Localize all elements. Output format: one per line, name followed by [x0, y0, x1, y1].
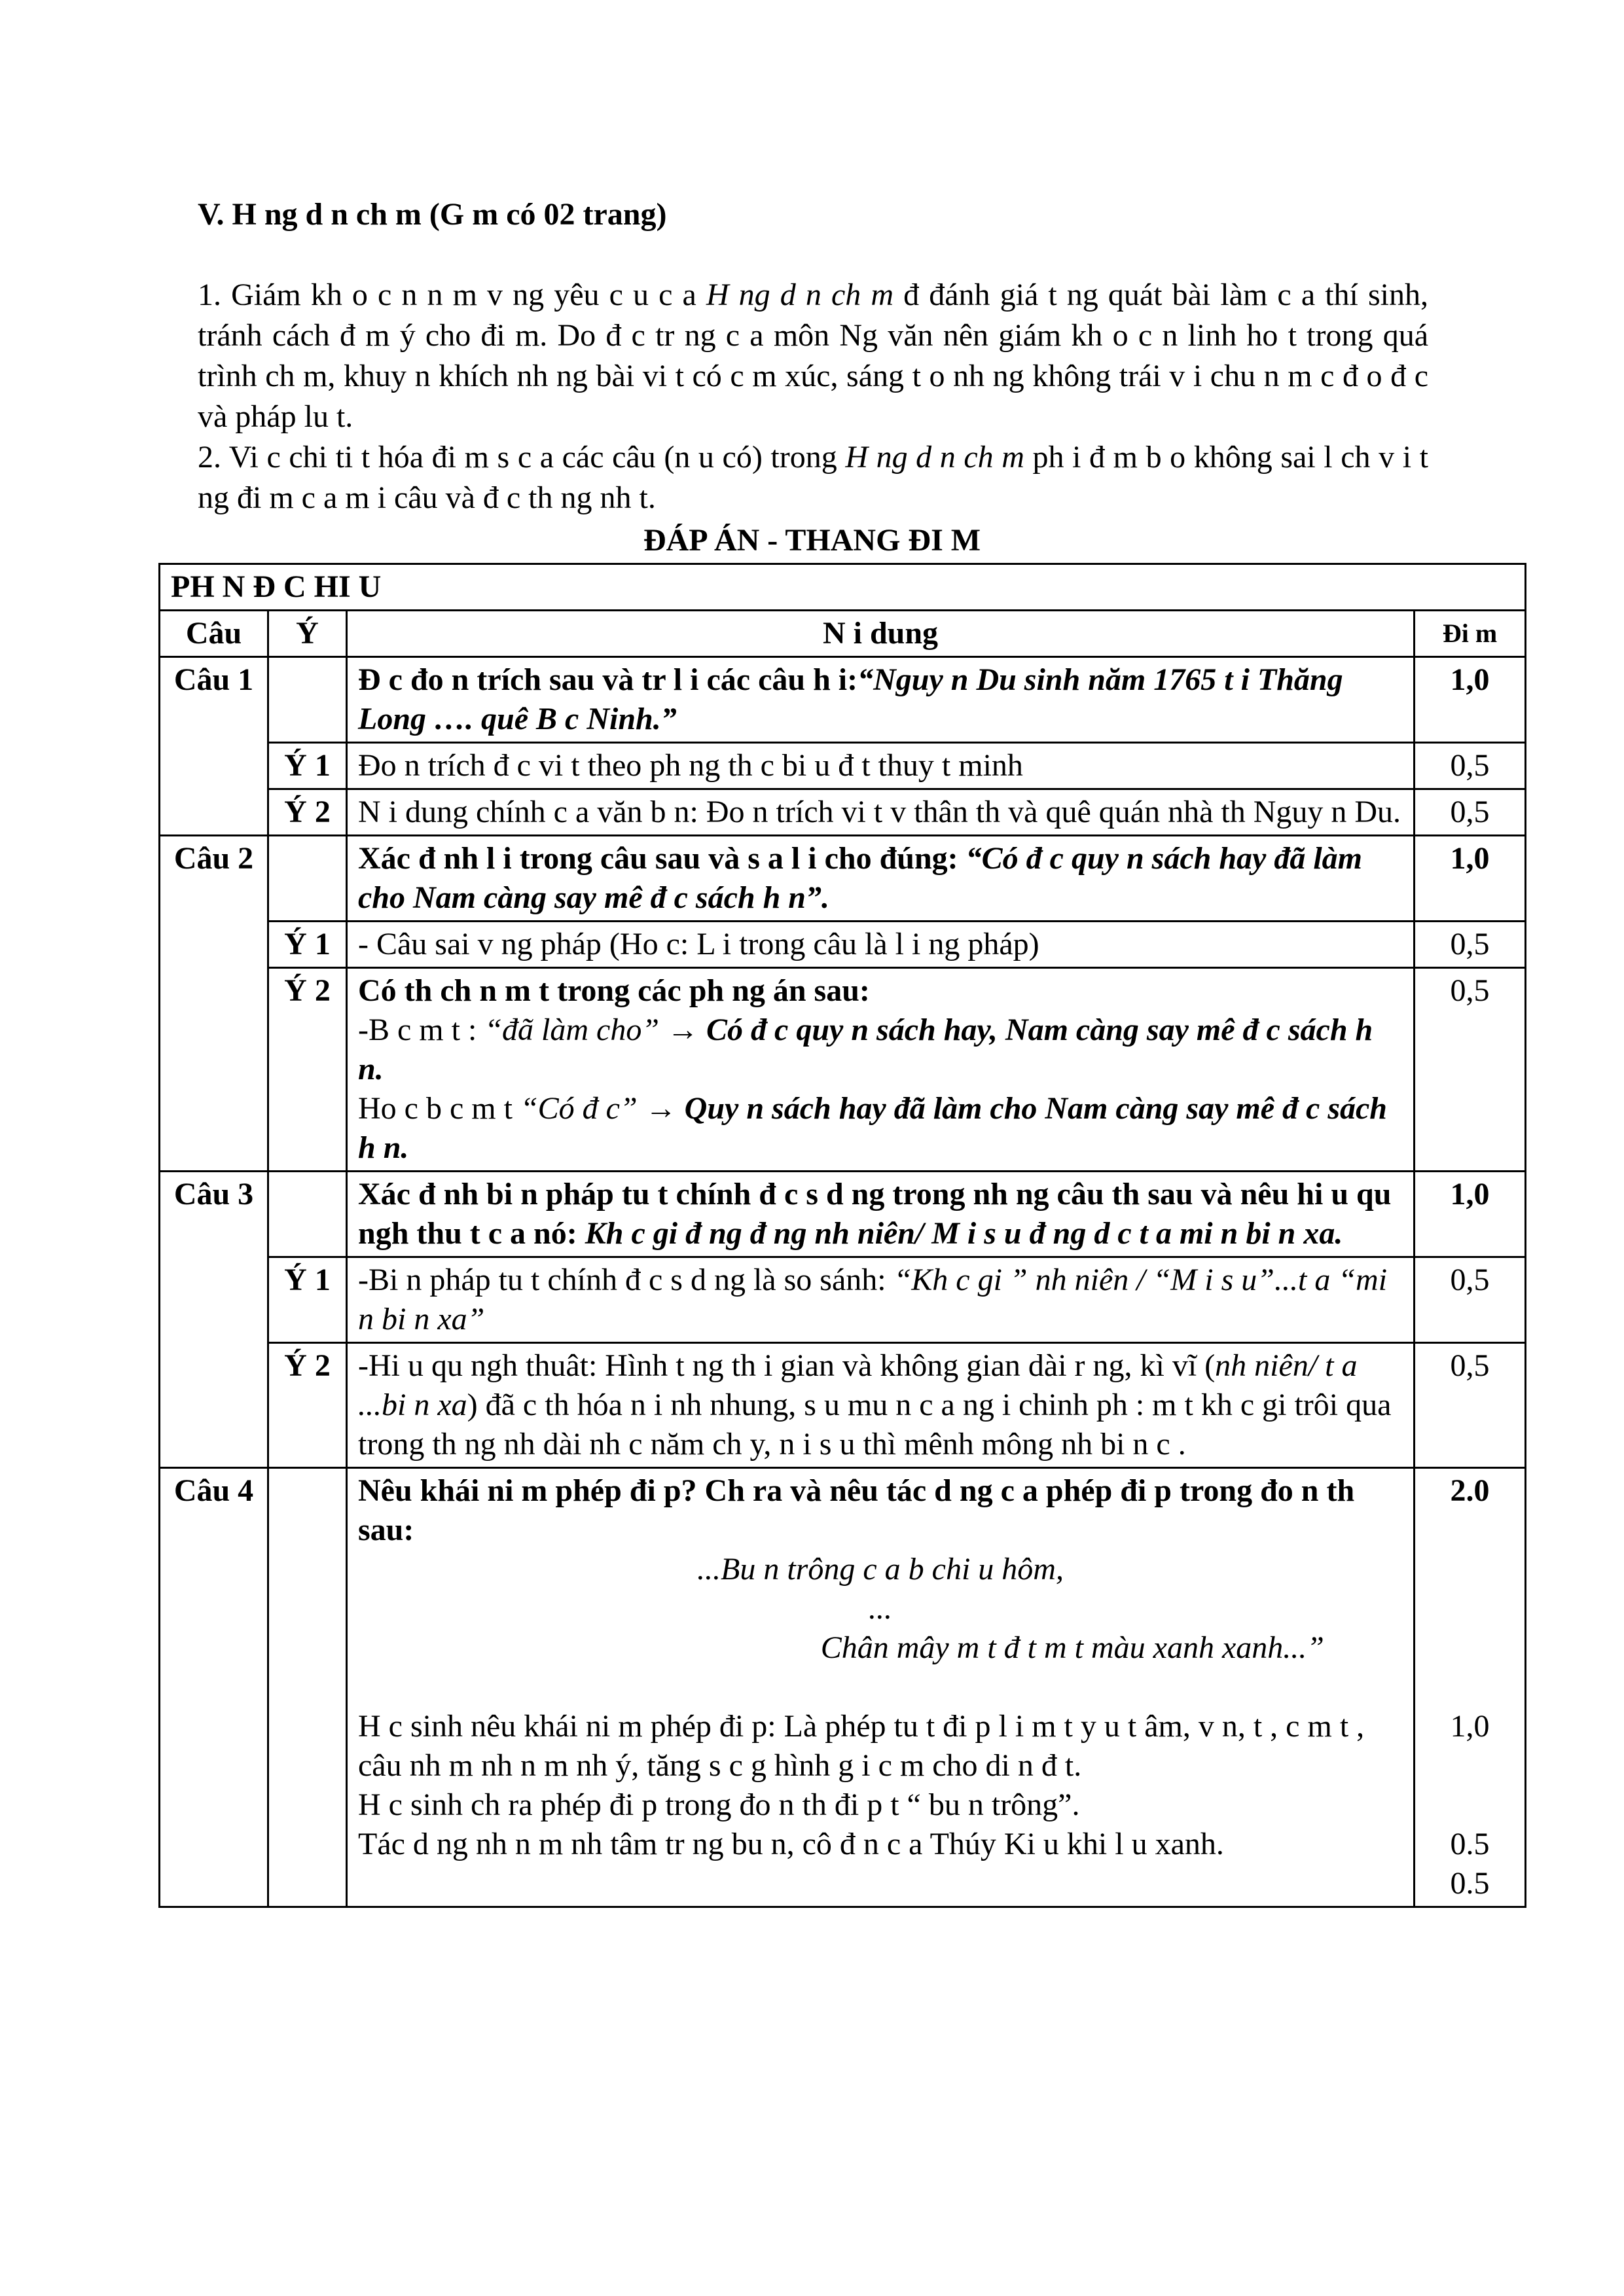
- cau4-answer-2: H c sinh ch ra phép đi p trong đo n th đi p t “ bu n trông”.: [358, 1787, 1080, 1822]
- cau4-score: 2.0: [1450, 1473, 1490, 1508]
- cau3-y1-label: Ý 1: [268, 1257, 347, 1343]
- cau3-y1-text: -Bi n pháp tu t chính đ c s d ng là so sánh: “Kh c gi ” nh niên / “M i s u”...t a “mi n bi n xa”: [347, 1257, 1415, 1343]
- cau4-answer-2-score: 0.5: [1450, 1827, 1490, 1861]
- cau4-content: [347, 1468, 1415, 1907]
- table-row: [160, 836, 1526, 922]
- table-row: [160, 1343, 1526, 1468]
- cau1-y2-label: Ý 2: [268, 789, 347, 836]
- cau3-y2-label: Ý 2: [268, 1343, 347, 1468]
- table-row: [160, 1468, 1526, 1907]
- table-row: [160, 1172, 1526, 1257]
- cau1-score: 1,0: [1414, 657, 1525, 743]
- cau3-label: Câu 3: [160, 1172, 268, 1468]
- cau2-y1-text: - Câu sai v ng pháp (Ho c: L i trong câu là l i ng pháp): [347, 922, 1415, 968]
- cau2-question: Xác đ nh l i trong câu sau và s a l i cho đúng: “Có đ c quy n sách hay đã làm cho Nam càng say mê đ c sách h n”.: [347, 836, 1415, 922]
- answer-key-table: [158, 563, 1526, 1908]
- cau1-y1-label: Ý 1: [268, 743, 347, 789]
- cau1-question: Đ c đo n trích sau và tr l i các câu h i:“Nguy n Du sinh năm 1765 t i Thăng Long …. quê B c Ninh.”: [347, 657, 1415, 743]
- cau2-y2-label: Ý 2: [268, 968, 347, 1172]
- cau2-y2-option-1: -B c m t : “đã làm cho” → Có đ c quy n sách hay, Nam càng say mê đ c sách h n.: [358, 1013, 1373, 1086]
- table-row: [160, 968, 1526, 1172]
- cau3-score: 1,0: [1414, 1172, 1525, 1257]
- cau4-answer-1-score: 1,0: [1450, 1709, 1490, 1744]
- answer-key-title: ĐÁP ÁN - THANG ĐI M: [643, 523, 981, 558]
- cau4-poem-line-3: Chân mây m t đ t m t màu xanh xanh...”: [820, 1630, 1324, 1665]
- cau3-y2-score: 0,5: [1414, 1343, 1525, 1468]
- header-noidung: N i dung: [347, 611, 1415, 657]
- cau1-y2-score: 0,5: [1414, 789, 1525, 836]
- cau2-y2-score: 0,5: [1414, 968, 1525, 1172]
- section-heading: V. H ng d n ch m (G m có 02 trang): [198, 197, 667, 232]
- cau4-poem-line-2: ...: [868, 1591, 892, 1626]
- cau2-y1-score: 0,5: [1414, 922, 1525, 968]
- cau3-y2-text: -Hi u qu ngh thuât: Hình t ng th i gian và không gian dài r ng, kì vĩ (nh niên/ t a ...bi n xa) đã c th hóa n i nh nhung, s u mu n c a ng i chinh ph : m t kh c gi trôi qua trong th ng nh dài nh c năm ch y, n i s u thì mênh mông nh bi n c .: [347, 1343, 1415, 1468]
- cau3-question: Xác đ nh bi n pháp tu t chính đ c s d ng trong nh ng câu th sau và nêu hi u qu ngh thu t c a nó: Kh c gi đ ng đ ng nh niên/ M i s u đ ng d c t a mi n bi n xa.: [347, 1172, 1415, 1257]
- grading-instructions: [198, 275, 1428, 518]
- table-row: [160, 789, 1526, 836]
- cau2-label: Câu 2: [160, 836, 268, 1172]
- cau3-y1-score: 0,5: [1414, 1257, 1525, 1343]
- cau2-score: 1,0: [1414, 836, 1525, 922]
- cau2-y2-text: [347, 968, 1415, 1172]
- cau1-y1-score: 0,5: [1414, 743, 1525, 789]
- cau2-y2-lead: Có th ch n m t trong các ph ng án sau:: [358, 973, 870, 1008]
- cau2-y1-label: Ý 1: [268, 922, 347, 968]
- cau2-y2-option-2: Ho c b c m t “Có đ c” → Quy n sách hay đã làm cho Nam càng say mê đ c sách h n.: [358, 1091, 1387, 1165]
- cau4-answer-3-score: 0.5: [1450, 1866, 1490, 1901]
- table-row: [160, 743, 1526, 789]
- cau1-y2-text: N i dung chính c a văn b n: Đo n trích vi t v thân th và quê quán nhà th Nguy n Du.: [347, 789, 1415, 836]
- header-diem: Đi m: [1414, 611, 1525, 657]
- table-row: [160, 1257, 1526, 1343]
- table-row: [160, 922, 1526, 968]
- section-label: PH N Đ C HI U: [160, 564, 1526, 611]
- cau4-answer-1: H c sinh nêu khái ni m phép đi p: Là phép tu t đi p l i m t y u t âm, v n, t , c m t , câu nh m nh n m nh ý, tăng s c g hình g i c m cho di n đ t.: [358, 1709, 1365, 1783]
- table-row: [160, 657, 1526, 743]
- cau4-scores: [1414, 1468, 1525, 1907]
- cau1-label: Câu 1: [160, 657, 268, 836]
- cau4-answer-3: Tác d ng nh n m nh tâm tr ng bu n, cô đ n c a Thúy Ki u khi l u xanh.: [358, 1827, 1224, 1861]
- instruction-2: 2. Vi c chi ti t hóa đi m s c a các câu (n u có) trong H ng d n ch m ph i đ m b o không sai l ch v i t ng đi m c a m i câu và đ c th ng nh t.: [198, 440, 1428, 515]
- table-header-row: [160, 611, 1526, 657]
- cau4-question: Nêu khái ni m phép đi p? Ch ra và nêu tác d ng c a phép đi p trong đo n th sau:: [358, 1473, 1355, 1547]
- instruction-1: 1. Giám kh o c n n m v ng yêu c u c a H ng d n ch m đ đánh giá t ng quát bài làm c a thí sinh, tránh cách đ m ý cho đi m. Do đ c tr ng c a môn Ng văn nên giám kh o c n linh ho t trong quá trình ch m, khuy n khích nh ng bài vi t có c m xúc, sáng t o nh ng không trái v i chu n m c đ o đ c và pháp lu t.: [198, 278, 1428, 434]
- header-y: Ý: [268, 611, 347, 657]
- cau4-poem-line-1: ...Bu n trông c a b chi u hôm,: [697, 1552, 1064, 1587]
- cau4-label: Câu 4: [160, 1468, 268, 1907]
- cau1-y1-text: Đo n trích đ c vi t theo ph ng th c bi u đ t thuy t minh: [347, 743, 1415, 789]
- table-section-row: [160, 564, 1526, 611]
- header-cau: Câu: [160, 611, 268, 657]
